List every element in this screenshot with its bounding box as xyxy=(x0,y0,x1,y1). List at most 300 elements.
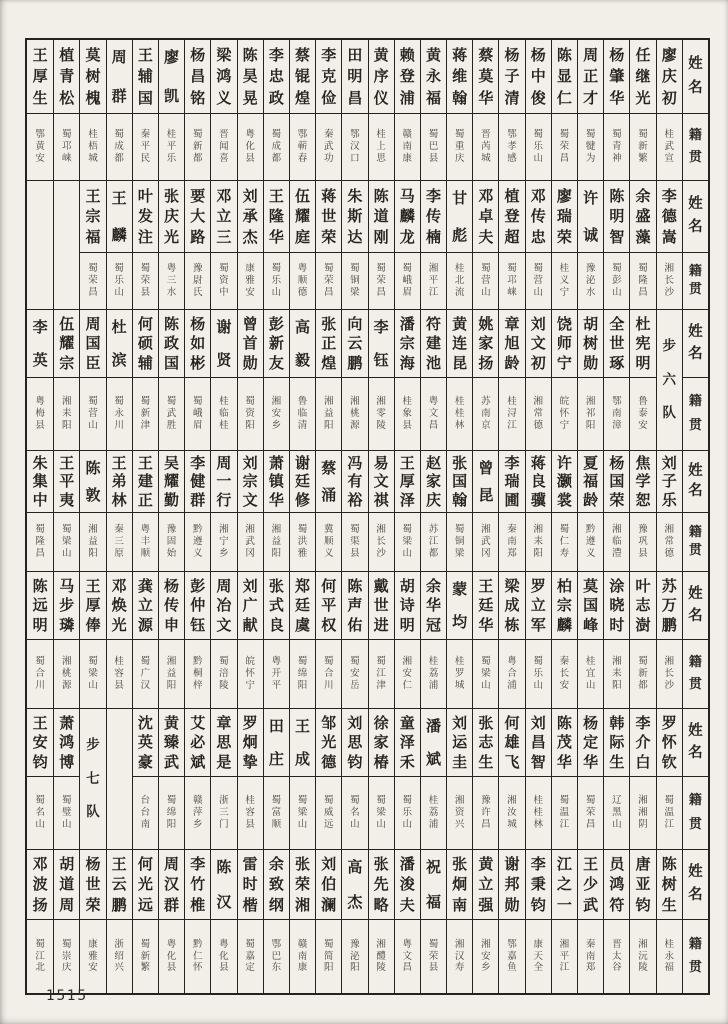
origin-cell: 豫 固 始 xyxy=(158,513,184,571)
origin-cell: 蜀 荣 昌 xyxy=(79,253,105,309)
origin-cell: 蜀 犍 为 xyxy=(577,114,603,180)
name-cell: 柏 宗 麟 xyxy=(551,572,577,640)
origin-cell: 蜀 江 北 xyxy=(35,938,45,974)
origin-cell: 湘 平 江 xyxy=(420,253,446,309)
name-cell: 李 克 俭 xyxy=(315,40,341,114)
name-cell: 陈 远 明 xyxy=(27,572,53,640)
name-cell: 王 厚 泽 xyxy=(394,451,420,513)
origin-cell: 浙 绍 兴 xyxy=(106,920,132,993)
name-cell: 谢 廷 修 xyxy=(289,451,315,513)
origin-cell: 桂 宜 山 xyxy=(577,640,603,708)
name-cell: 夏 福 龄 xyxy=(577,451,603,513)
origin-cell: 蜀 嘉 定 xyxy=(237,920,263,993)
origin-cell: 桂 武 宣 xyxy=(656,114,682,180)
name-cell: 杨 世 荣 xyxy=(79,850,105,920)
name-cell: 邓 波 扬 xyxy=(27,850,53,920)
origin-cell: 蜀 武 胜 xyxy=(158,378,184,450)
origin-cell: 赣 南 康 xyxy=(394,114,420,180)
name-cell: 唐 亚 钧 xyxy=(629,850,655,920)
name-cell: 高 杰 xyxy=(341,850,367,920)
band-5 xyxy=(27,572,708,709)
name-cell: 陈 显 仁 xyxy=(551,40,577,114)
header-name-cell: 姓 名 xyxy=(682,310,708,378)
name-cell: 王 建 正 xyxy=(132,451,158,513)
origin-cell: 桂 罗 城 xyxy=(446,640,472,708)
origin-cell: 桂 梧 城 xyxy=(79,114,105,180)
origin-cell: 湘 耒 阳 xyxy=(525,513,551,571)
name-cell: 任 继 光 xyxy=(629,40,655,114)
origin-cell: 桂 义 宁 xyxy=(551,253,577,309)
name-cell: 许 诚 xyxy=(577,181,603,253)
origin-cell: 湘 资 兴 xyxy=(446,777,472,849)
origin-cell: 湘 零 陵 xyxy=(368,378,394,450)
name-cell: 李 英 xyxy=(27,310,53,378)
origin-cell: 秦 平 民 xyxy=(132,114,158,180)
name-cell: 胡 诗 明 xyxy=(394,572,420,640)
name-cell: 蒋 良 骥 xyxy=(525,451,551,513)
name-cell: 黄 连 昆 xyxy=(446,310,472,378)
name-cell: 廖 庆 初 xyxy=(656,40,682,114)
origin-cell: 桂 平 乐 xyxy=(158,114,184,180)
name-cell: 张 国 翰 xyxy=(446,451,472,513)
name-cell: 周 一 行 xyxy=(210,451,236,513)
origin-cell: 鄂 巴 东 xyxy=(263,920,289,993)
origin-cell: 粤 开 平 xyxy=(263,640,289,708)
origin-cell: 湘 安 乡 xyxy=(472,920,498,993)
name-cell: 黄 臻 武 xyxy=(158,709,184,777)
name-cell: 王 厚 生 xyxy=(27,40,53,114)
name-cell: 张 庆 光 xyxy=(158,181,184,253)
name-cell: 徐 家 椿 xyxy=(368,709,394,777)
name-cell: 田 庄 xyxy=(263,709,289,777)
origin-cell: 皖 怀 宁 xyxy=(237,640,263,708)
origin-cell: 鄂 南 漳 xyxy=(603,378,629,450)
name-cell: 何 平 权 xyxy=(315,572,341,640)
origin-cell: 蜀 巴 县 xyxy=(420,114,446,180)
name-cell: 黄 立 强 xyxy=(472,850,498,920)
origin-cell: 晋 太 谷 xyxy=(603,920,629,993)
origin-cell: 秦 南 郑 xyxy=(498,513,524,571)
name-cell: 周 国 臣 xyxy=(79,310,105,378)
origin-cell: 粤 丰 顺 xyxy=(132,513,158,571)
origin-cell: 秦 南 郑 xyxy=(577,920,603,993)
origin-cell: 黔 仁 怀 xyxy=(184,920,210,993)
band-1 xyxy=(27,40,708,181)
origin-cell: 桂 浔 江 xyxy=(498,378,524,450)
origin-cell: 桂 荔 浦 xyxy=(420,777,446,849)
origin-cell: 秦 武 功 xyxy=(315,114,341,180)
name-cell: 梁 鸿 义 xyxy=(210,40,236,114)
origin-cell: 蜀 洪 雅 xyxy=(289,513,315,571)
origin-cell: 湘 安 乡 xyxy=(263,378,289,450)
origin-cell: 蜀 新 都 xyxy=(184,114,210,180)
name-cell: 杨 定 华 xyxy=(577,709,603,777)
origin-cell: 蜀 新 都 xyxy=(629,640,655,708)
origin-cell: 粤 顺 德 xyxy=(289,253,315,309)
origin-cell: 湘 益 阳 xyxy=(315,378,341,450)
origin-cell: 湘 常 德 xyxy=(525,378,551,450)
origin-cell: 赣 南 康 xyxy=(289,920,315,993)
band-3 xyxy=(27,310,708,451)
origin-cell: 蜀 重 庆 xyxy=(446,114,472,180)
band-2 xyxy=(27,181,708,310)
header-name-cell: 姓 名 xyxy=(682,572,708,640)
origin-cell: 蜀 峨 眉 xyxy=(394,253,420,309)
origin-cell: 苏 江 都 xyxy=(420,513,446,571)
origin-cell: 蜀 璧 山 xyxy=(53,777,79,849)
band-6 xyxy=(27,709,708,850)
origin-cell: 冀 顺 义 xyxy=(315,513,341,571)
name-cell: 刘 宗 文 xyxy=(237,451,263,513)
origin-cell: 蜀 荣 昌 xyxy=(577,777,603,849)
name-cell: 涂 晓 时 xyxy=(603,572,629,640)
origin-cell: 蜀 梁 山 xyxy=(472,640,498,708)
name-cell: 高 毅 xyxy=(289,310,315,378)
origin-cell: 蜀 铜 梁 xyxy=(446,513,472,571)
origin-cell: 桂 北 流 xyxy=(446,253,472,309)
name-cell: 罗 立 军 xyxy=(525,572,551,640)
origin-cell: 蜀 荣 县 xyxy=(420,920,446,993)
name-cell: 冯 有 裕 xyxy=(341,451,367,513)
unit-label-cell: 步 六 队 xyxy=(656,310,682,450)
name-cell: 李 健 群 xyxy=(184,451,210,513)
origin-cell: 湘 汝 城 xyxy=(498,777,524,849)
name-cell: 王 隆 华 xyxy=(263,181,289,253)
origin-cell: 蜀 乐 山 xyxy=(525,640,551,708)
name-cell: 刘 昌 智 xyxy=(525,709,551,777)
origin-cell: 蜀 合 川 xyxy=(35,656,45,691)
origin-cell: 蜀 温 江 xyxy=(551,777,577,849)
name-cell: 曾 首 勋 xyxy=(237,310,263,378)
name-cell: 周 汉 群 xyxy=(158,850,184,920)
name-cell: 杨 传 申 xyxy=(158,572,184,640)
name-cell: 罗 炯 挚 xyxy=(237,709,263,777)
name-cell: 植 登 超 xyxy=(498,181,524,253)
origin-cell: 蜀 名 山 xyxy=(35,795,45,830)
name-cell: 张 先 略 xyxy=(368,850,394,920)
name-cell: 刘 文 初 xyxy=(525,310,551,378)
name-cell: 谢 邦 勋 xyxy=(498,850,524,920)
name-cell: 邓 卓 夫 xyxy=(472,181,498,253)
name-cell: 杨 子 清 xyxy=(498,40,524,114)
origin-cell: 桂 象 县 xyxy=(394,378,420,450)
name-cell: 胡 树 勋 xyxy=(577,310,603,378)
origin-cell: 鲁 临 清 xyxy=(289,378,315,450)
name-cell: 周 正 才 xyxy=(577,40,603,114)
name-cell: 王 成 xyxy=(289,709,315,777)
name-cell: 刘 思 钧 xyxy=(341,709,367,777)
name-cell: 蔡 莫 华 xyxy=(472,40,498,114)
name-cell: 陈 明 智 xyxy=(603,181,629,253)
name-cell: 章 旭 龄 xyxy=(498,310,524,378)
name-cell: 田 明 昌 xyxy=(341,40,367,114)
name-cell: 何 光 远 xyxy=(132,850,158,920)
name-cell: 周 冶 文 xyxy=(210,572,236,640)
header-name-cell: 姓 名 xyxy=(682,709,708,777)
origin-cell: 蜀 新 繁 xyxy=(629,114,655,180)
name-cell: 叶 志 澍 xyxy=(629,572,655,640)
name-cell: 陈 汉 xyxy=(210,850,236,920)
header-origin-cell: 籍 贯 xyxy=(682,378,708,450)
name-cell: 何 雄 飞 xyxy=(498,709,524,777)
origin-cell: 蜀 梁 山 xyxy=(368,777,394,849)
origin-cell: 豫 泌 水 xyxy=(577,253,603,309)
name-cell: 黄 序 仪 xyxy=(368,40,394,114)
name-cell: 章 思 是 xyxy=(210,709,236,777)
name-cell: 廖 凯 xyxy=(158,40,184,114)
name-cell: 邓 传 忠 xyxy=(525,181,551,253)
origin-cell: 秦 长 安 xyxy=(551,640,577,708)
name-cell: 张 式 良 xyxy=(263,572,289,640)
name-cell: 吴 耀 勤 xyxy=(158,451,184,513)
name-cell: 王 弟 林 xyxy=(106,451,132,513)
origin-cell: 湘 醴 陵 xyxy=(368,920,394,993)
name-cell: 张 荣 湘 xyxy=(289,850,315,920)
origin-cell: 粤 合 浦 xyxy=(498,640,524,708)
origin-cell: 康 雅 安 xyxy=(237,253,263,309)
name-cell: 罗 怀 钦 xyxy=(656,709,682,777)
origin-cell: 蜀 温 江 xyxy=(656,777,682,849)
origin-cell: 蜀 彭 山 xyxy=(603,253,629,309)
header-name-cell: 姓 名 xyxy=(682,451,708,513)
name-cell: 甘 彪 xyxy=(446,181,472,253)
origin-cell: 蜀 渠 县 xyxy=(341,513,367,571)
name-cell: 彭 新 友 xyxy=(263,310,289,378)
origin-cell: 苏 南 京 xyxy=(472,378,498,450)
name-cell: 植 青 松 xyxy=(53,40,79,114)
empty-cell xyxy=(27,181,53,309)
name-cell: 邓 焕 光 xyxy=(106,572,132,640)
name-cell: 伍 耀 庭 xyxy=(289,181,315,253)
origin-cell: 蜀 峨 眉 xyxy=(184,378,210,450)
origin-cell: 蜀 青 神 xyxy=(603,114,629,180)
origin-cell: 蜀 资 中 xyxy=(210,253,236,309)
origin-cell: 粤 文 昌 xyxy=(394,920,420,993)
name-cell: 要 大 路 xyxy=(184,181,210,253)
origin-cell: 晋 芮 城 xyxy=(472,114,498,180)
name-cell: 曾 昆 xyxy=(472,451,498,513)
name-cell: 陈 政 国 xyxy=(158,310,184,378)
origin-cell: 蜀 荣 县 xyxy=(132,253,158,309)
name-cell: 王 辅 国 xyxy=(132,40,158,114)
origin-cell: 蜀 隆 昌 xyxy=(35,524,45,559)
origin-cell: 湘 益 阳 xyxy=(79,513,105,571)
origin-cell: 湘 宁 乡 xyxy=(210,513,236,571)
origin-cell: 湘 武 冈 xyxy=(472,513,498,571)
origin-cell: 蜀 富 顺 xyxy=(263,777,289,849)
origin-cell: 桂 容 县 xyxy=(106,640,132,708)
origin-cell: 蜀 简 阳 xyxy=(315,920,341,993)
name-cell: 员 鸿 符 xyxy=(603,850,629,920)
name-cell: 伍 耀 宗 xyxy=(53,310,79,378)
origin-cell: 蜀 永 川 xyxy=(106,378,132,450)
name-cell: 潘 浚 夫 xyxy=(394,850,420,920)
origin-cell: 粤 化 县 xyxy=(158,920,184,993)
origin-cell: 湘 沅 陵 xyxy=(629,920,655,993)
origin-cell: 蜀 成 都 xyxy=(106,114,132,180)
origin-cell: 蜀 仁 寿 xyxy=(551,513,577,571)
origin-cell: 鄂 汉 口 xyxy=(341,114,367,180)
name-cell: 杨 昌 铭 xyxy=(184,40,210,114)
name-cell: 周 群 xyxy=(106,40,132,114)
name-cell: 马 麟 龙 xyxy=(394,181,420,253)
roster-table xyxy=(25,38,710,995)
name-cell: 朱 斯 达 xyxy=(341,181,367,253)
origin-cell: 蜀 隆 昌 xyxy=(629,253,655,309)
name-cell: 赵 家 庆 xyxy=(420,451,446,513)
origin-cell: 赣 萍 乡 xyxy=(184,777,210,849)
origin-cell: 桂 永 福 xyxy=(656,920,682,993)
name-cell: 许 灏 裳 xyxy=(551,451,577,513)
origin-cell: 桂 容 县 xyxy=(237,777,263,849)
origin-cell: 蜀 荣 昌 xyxy=(368,253,394,309)
origin-cell: 蜀 营 山 xyxy=(525,253,551,309)
origin-cell: 蜀 名 山 xyxy=(341,777,367,849)
name-cell: 王 廷 华 xyxy=(472,572,498,640)
origin-cell: 桂 桂 林 xyxy=(525,777,551,849)
name-cell: 邓 立 三 xyxy=(210,181,236,253)
origin-cell: 豫 巩 县 xyxy=(629,513,655,571)
name-cell: 戴 世 进 xyxy=(368,572,394,640)
origin-cell: 蜀 营 山 xyxy=(472,253,498,309)
name-cell: 梁 成 栋 xyxy=(498,572,524,640)
origin-cell: 黔 遵 义 xyxy=(184,513,210,571)
name-cell: 刘 伯 澜 xyxy=(315,850,341,920)
origin-cell: 桂 上 思 xyxy=(368,114,394,180)
origin-cell: 蜀 广 汉 xyxy=(132,640,158,708)
origin-cell: 蜀 梁 山 xyxy=(394,513,420,571)
name-cell: 王 平 夷 xyxy=(53,451,79,513)
unit-label-cell: 步 七 队 xyxy=(79,709,105,849)
origin-cell: 鄂 黄 安 xyxy=(35,129,45,164)
name-cell: 胡 道 周 xyxy=(53,850,79,920)
origin-cell: 蜀 乐 山 xyxy=(106,253,132,309)
header-name-cell: 姓 名 xyxy=(682,181,708,253)
origin-cell: 湘 武 冈 xyxy=(237,513,263,571)
name-cell: 雷 时 楷 xyxy=(237,850,263,920)
name-cell: 刘 承 杰 xyxy=(237,181,263,253)
name-cell: 马 步 璘 xyxy=(53,572,79,640)
name-cell: 江 之 一 xyxy=(551,850,577,920)
origin-cell: 蜀 梁 山 xyxy=(289,777,315,849)
band-7 xyxy=(27,850,708,993)
origin-cell: 蜀 新 繁 xyxy=(132,920,158,993)
origin-cell: 粤 化 县 xyxy=(237,114,263,180)
header-name-cell: 姓 名 xyxy=(682,850,708,920)
header-origin-cell: 籍 贯 xyxy=(682,777,708,849)
name-cell: 李 忠 政 xyxy=(263,40,289,114)
origin-cell: 蜀 梁 山 xyxy=(79,640,105,708)
origin-cell: 蜀 营 山 xyxy=(79,378,105,450)
origin-cell: 康 天 全 xyxy=(525,920,551,993)
name-cell: 陈 树 生 xyxy=(656,850,682,920)
empty-cell xyxy=(53,181,79,309)
name-cell: 王 宗 福 xyxy=(79,181,105,253)
name-cell: 蒋 维 翰 xyxy=(446,40,472,114)
name-cell: 刘 子 乐 xyxy=(656,451,682,513)
origin-cell: 鄂 孝 感 xyxy=(498,114,524,180)
origin-cell: 蜀 荣 昌 xyxy=(551,114,577,180)
name-cell: 李 竹 椎 xyxy=(184,850,210,920)
name-cell: 韩 际 生 xyxy=(603,709,629,777)
origin-cell: 湘 耒 阳 xyxy=(603,640,629,708)
name-cell: 沈 英 豪 xyxy=(132,709,158,777)
name-cell: 蒙 均 xyxy=(446,572,472,640)
name-cell: 杨 中 俊 xyxy=(525,40,551,114)
header-origin-cell: 籍 贯 xyxy=(682,114,708,180)
name-cell: 蒋 世 荣 xyxy=(315,181,341,253)
origin-cell: 粤 文 昌 xyxy=(420,378,446,450)
name-cell: 余 盛 藻 xyxy=(629,181,655,253)
name-cell: 刘 运 圭 xyxy=(446,709,472,777)
origin-cell: 浙 三 门 xyxy=(210,777,236,849)
name-cell: 张 志 生 xyxy=(472,709,498,777)
origin-cell: 蜀 新 津 xyxy=(132,378,158,450)
name-cell: 莫 国 峰 xyxy=(577,572,603,640)
name-cell: 苏 万 鹏 xyxy=(656,572,682,640)
name-cell: 王 少 武 xyxy=(577,850,603,920)
origin-cell: 蜀 江 津 xyxy=(368,640,394,708)
name-cell: 黄 永 福 xyxy=(420,40,446,114)
origin-cell: 湘 安 仁 xyxy=(394,640,420,708)
empty-cell xyxy=(106,709,132,849)
name-cell: 莫 树 槐 xyxy=(79,40,105,114)
origin-cell: 湘 平 江 xyxy=(551,920,577,993)
name-cell: 杨 肇 华 xyxy=(603,40,629,114)
origin-cell: 湘 常 德 xyxy=(656,513,682,571)
name-cell: 陈 昊 晃 xyxy=(237,40,263,114)
name-cell: 姚 家 扬 xyxy=(472,310,498,378)
name-cell: 王 安 钧 xyxy=(27,709,53,777)
name-cell: 艾 必 斌 xyxy=(184,709,210,777)
origin-cell: 蜀 威 远 xyxy=(315,777,341,849)
name-cell: 焦 学 恕 xyxy=(629,451,655,513)
origin-cell: 蜀 资 阳 xyxy=(237,378,263,450)
origin-cell: 蜀 绵 阳 xyxy=(158,777,184,849)
origin-cell: 鄂 蕲 春 xyxy=(289,114,315,180)
name-cell: 易 文 祺 xyxy=(368,451,394,513)
name-cell: 杨 国 荣 xyxy=(603,451,629,513)
name-cell: 何 硕 辅 xyxy=(132,310,158,378)
name-cell: 陈 道 刚 xyxy=(368,181,394,253)
name-cell: 童 泽 禾 xyxy=(394,709,420,777)
name-cell: 蔡 锟 煌 xyxy=(289,40,315,114)
origin-cell: 湘 益 阳 xyxy=(263,513,289,571)
origin-cell: 湘 湘 阴 xyxy=(629,777,655,849)
origin-cell: 黔 遵 义 xyxy=(577,513,603,571)
name-cell: 李 传 楠 xyxy=(420,181,446,253)
name-cell: 王 云 鹏 xyxy=(106,850,132,920)
name-cell: 王 厚 俸 xyxy=(79,572,105,640)
origin-cell: 蜀 成 都 xyxy=(263,114,289,180)
origin-cell: 桂 临 桂 xyxy=(210,378,236,450)
origin-cell: 皖 怀 宁 xyxy=(551,378,577,450)
band-4 xyxy=(27,451,708,572)
name-cell: 蔡 涌 xyxy=(315,451,341,513)
origin-cell: 湘 汉 寿 xyxy=(446,920,472,993)
header-origin-cell: 籍 贯 xyxy=(682,920,708,993)
origin-cell: 蜀 乐 山 xyxy=(263,253,289,309)
origin-cell: 辽 黑 山 xyxy=(603,777,629,849)
name-cell: 潘 宗 海 xyxy=(394,310,420,378)
name-cell: 彭 仲 钰 xyxy=(184,572,210,640)
origin-cell: 鲁 泰 安 xyxy=(629,378,655,450)
origin-cell: 湘 临 澧 xyxy=(603,513,629,571)
origin-cell: 湘 长 沙 xyxy=(368,513,394,571)
name-cell: 萧 鸿 博 xyxy=(53,709,79,777)
origin-cell: 蜀 安 岳 xyxy=(341,640,367,708)
origin-cell: 湘 祁 阳 xyxy=(577,378,603,450)
